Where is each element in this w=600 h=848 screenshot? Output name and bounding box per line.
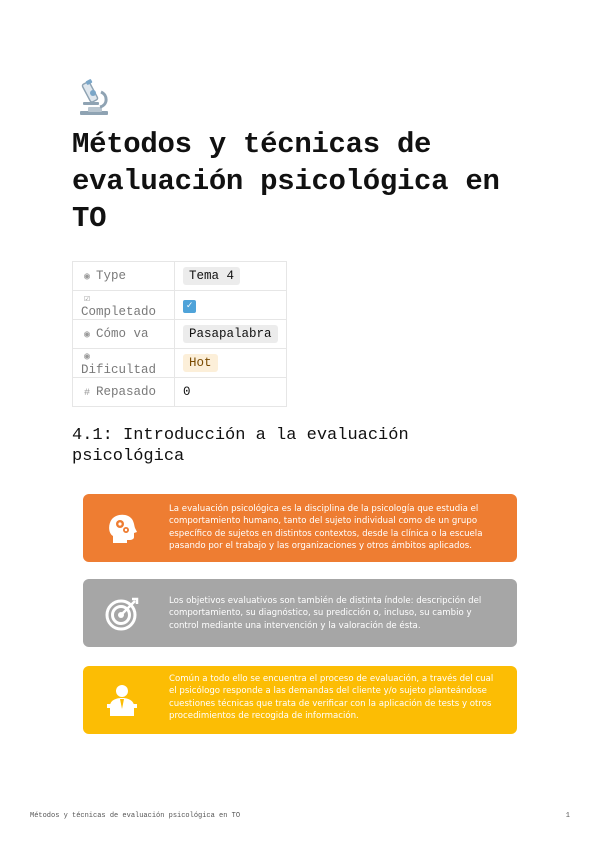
property-row-repasado[interactable] <box>73 378 287 407</box>
property-key: Cómo va <box>96 327 149 341</box>
property-row-type[interactable] <box>73 262 287 291</box>
card-text: Común a todo ello se encuentra el proceso de evaluación, a través del cual el psicólogo responde a las demandas del cliente y/o sujeto planteándose cuestiones técnicas que trata de verificar con la aplicación de tests y otros procedimientos de recogida de información. <box>169 674 494 722</box>
page-number: 1 <box>565 812 570 820</box>
info-card <box>83 579 517 647</box>
property-key: Dificultad <box>81 363 157 377</box>
property-row-dificultad[interactable] <box>73 349 287 378</box>
como-va-tag[interactable]: Pasapalabra <box>183 325 278 343</box>
type-tag[interactable]: Tema 4 <box>183 267 240 285</box>
repasado-value[interactable]: 0 <box>183 385 191 399</box>
checkbox-icon: ☑ <box>83 294 91 305</box>
completado-checkbox[interactable]: ✓ <box>183 300 196 313</box>
target-icon <box>104 596 140 632</box>
section-heading: 4.1: Introducción a la evaluación psicológica <box>72 426 409 466</box>
info-card <box>83 666 517 734</box>
page-title: Métodos y técnicas de evaluación psicológica en TO <box>72 128 500 235</box>
microscope-icon <box>74 78 114 118</box>
property-key: Type <box>96 269 127 283</box>
dificultad-tag[interactable]: Hot <box>183 354 218 372</box>
select-icon: ◉ <box>83 272 91 283</box>
card-text: La evaluación psicológica es la disciplina de la psicología que estudia el comportamiento humano, tanto del sujeto individual como de un grupo específico de sujetos en distintos contextos, desde la clínica o la escuela pasando por el trabajo y las organizaciones y otros ámbitos aplicados. <box>169 504 483 552</box>
select-icon: ◉ <box>83 352 91 363</box>
property-row-completado[interactable] <box>73 291 287 320</box>
info-card <box>83 494 517 562</box>
property-row-como-va[interactable] <box>73 320 287 349</box>
property-key: Completado <box>81 305 157 319</box>
properties-table <box>72 261 287 407</box>
page-footer: Métodos y técnicas de evaluación psicológica en TO <box>30 812 241 820</box>
presenter-icon <box>104 682 140 718</box>
card-text: Los objetivos evaluativos son también de distinta índole: descripción del comportamiento, su diagnóstico, su predicción o, incluso, su cambio y control mediante una intervención y la valoración de ésta. <box>169 596 482 631</box>
property-key: Repasado <box>96 385 157 399</box>
head-gears-icon <box>104 510 140 546</box>
select-icon: ◉ <box>83 330 91 341</box>
hash-icon: # <box>83 388 90 399</box>
